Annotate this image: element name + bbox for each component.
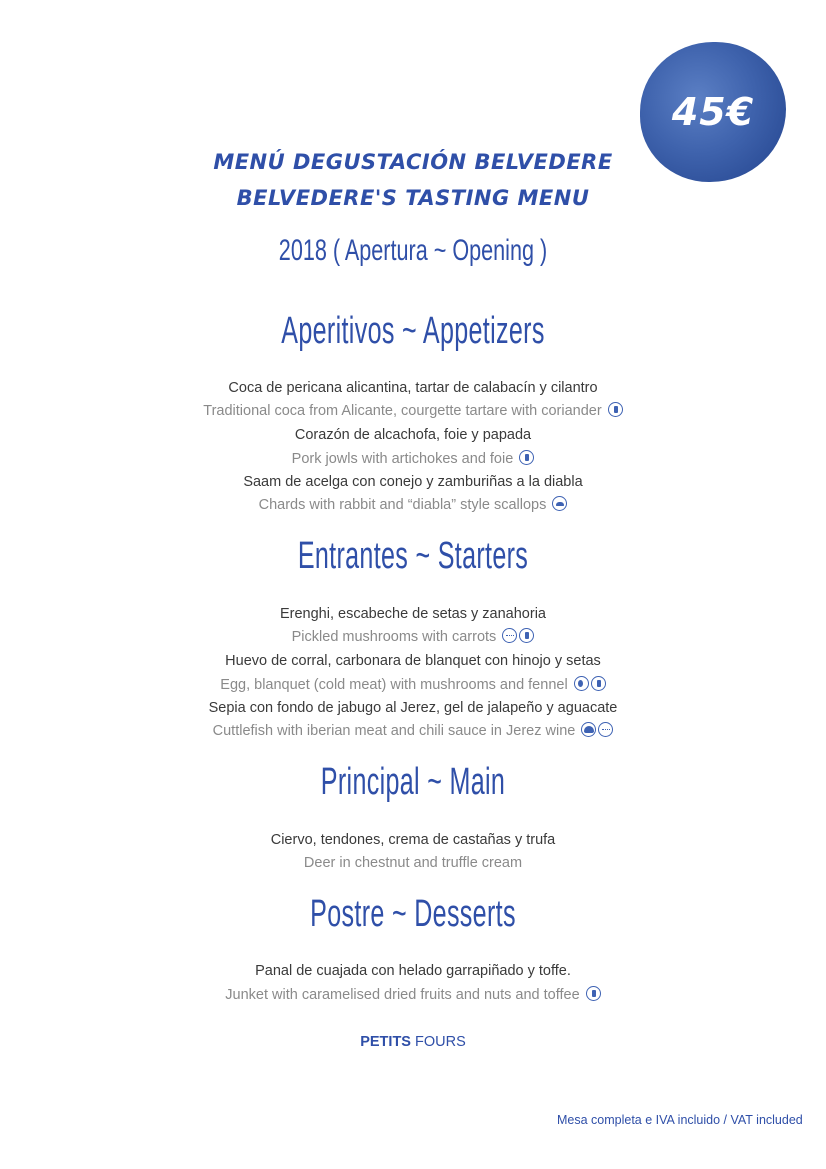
dish-spanish: Saam de acelga con conejo y zamburiñas a la diabla [243,474,583,490]
mustard-icon [502,628,517,643]
dish-english: Pickled mushrooms with carrots [0,629,826,645]
petits-fours: PETITS FOURS [360,1034,466,1050]
milk-icon [519,450,534,465]
dish-spanish: Ciervo, tendones, crema de castañas y trufa [270,832,556,848]
mollusc-icon [581,722,596,737]
egg-icon [574,676,589,691]
section-title-appetizers: Aperitivos ~ Appetizers [281,310,545,352]
dish-english: Traditional coca from Alicante, courgette tartare with coriander [0,403,826,419]
milk-icon [608,402,623,417]
dish-english: Cuttlefish with iberian meat and chili sauce in Jerez wine [0,723,826,739]
mustard-icon [598,722,613,737]
dish-spanish: Corazón de alcachofa, foie y papada [294,427,532,443]
dish-spanish: Erenghi, escabeche de setas y zanahoria [279,606,546,622]
section-title-starters: Entrantes ~ Starters [297,535,529,577]
dish-spanish: Huevo de corral, carbonara de blanquet con hinojo y setas [225,653,601,669]
milk-icon [519,628,534,643]
vat-note: Mesa completa e IVA incluido / VAT included [557,1113,803,1127]
menu-title-english: BELVEDERE'S TASTING MENU [236,186,590,210]
milk-icon [591,676,606,691]
section-title-desserts: Postre ~ Desserts [310,893,516,935]
menu-title-spanish: MENÚ DEGUSTACIÓN BELVEDERE [213,150,613,174]
dish-spanish: Coca de pericana alicantina, tartar de calabacín y cilantro [228,380,598,396]
dish-spanish: Panal de cuajada con helado garrapiñado y toffe. [255,963,571,979]
dish-english: Pork jowls with artichokes and foie [0,451,826,467]
section-title-main: Principal ~ Main [320,761,506,803]
price-label: 45€ [671,90,755,134]
dish-spanish: Sepia con fondo de jabugo al Jerez, gel de jalapeño y aguacate [208,700,618,716]
shellfish-icon [552,496,567,511]
dish-english: Deer in chestnut and truffle cream [303,855,523,871]
dish-english: Junket with caramelised dried fruits and nuts and toffee [0,987,826,1003]
dish-english: Chards with rabbit and “diabla” style scallops [0,497,826,513]
milk-icon [586,986,601,1001]
dish-english: Egg, blanquet (cold meat) with mushrooms and fennel [0,677,826,693]
year-line: 2018 ( Apertura ~ Opening ) [278,234,548,267]
